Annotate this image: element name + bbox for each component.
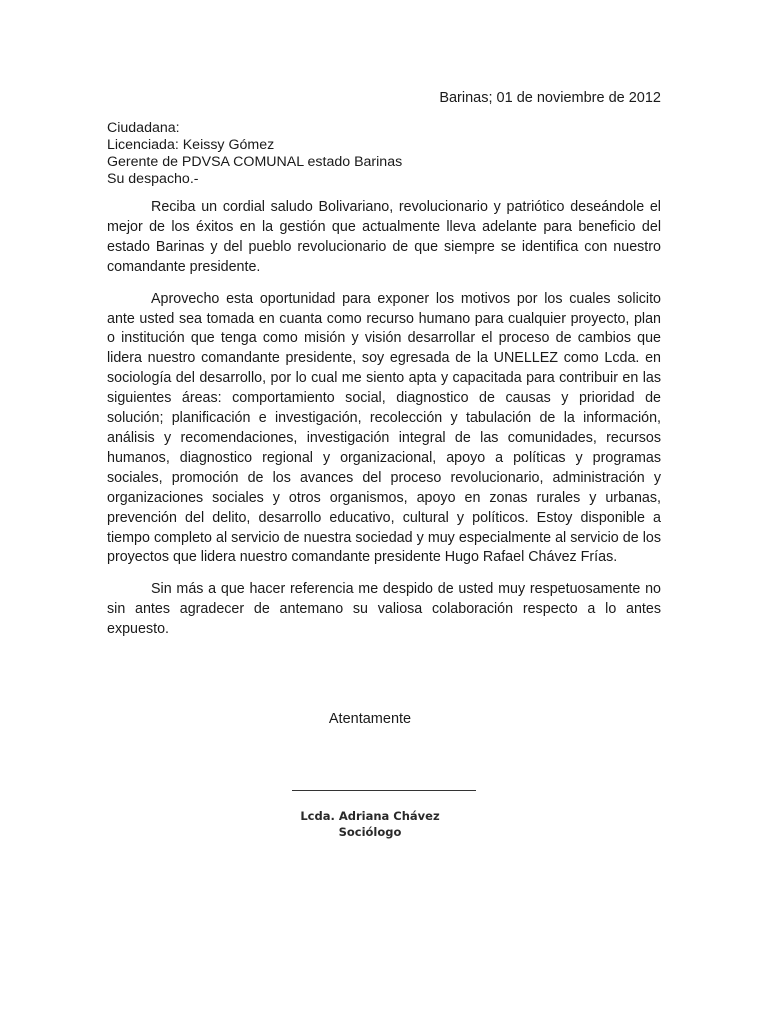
recipient-position: Gerente de PDVSA COMUNAL estado Barinas xyxy=(107,154,403,170)
signature-title: Sociólogo xyxy=(338,825,402,839)
recipient-block xyxy=(107,120,661,188)
letter-date: Barinas; 01 de noviembre de 2012 xyxy=(439,90,661,106)
signature-block xyxy=(0,808,740,840)
recipient-office: Su despacho.- xyxy=(107,171,199,187)
recipient-salutation: Ciudadana: xyxy=(107,120,180,136)
body-paragraph-farewell: Sin más a que hacer referencia me despido de usted muy respetuosamente no sin antes agradecer de antemano su valiosa colaboración respecto a lo antes expuesto. xyxy=(107,581,661,638)
body-paragraph-greeting: Reciba un cordial saludo Bolivariano, revolucionario y patriótico deseándole el mejor de los éxitos en la gestión que actualmente lleva adelante para beneficio del estado Barinas y del pueblo revolucionario de que siempre se identifica con nuestro comandante presidente. xyxy=(107,199,661,275)
body-paragraph-request: Aprovecho esta oportunidad para exponer los motivos por los cuales solicito ante usted sea tomada en cuanta como recurso humano para cualquier proyecto, plan o institución que tenga como misión y visión desarrollar el proceso de cambios que lidera nuestro comandante presidente, soy egresada de la UNELLEZ como Lcda. en sociología del desarrollo, por lo cual me siento apta y capacitada para contribuir en las siguientes áreas: comportamiento social, diagnostico de causas y prioridad de solución; planificación e investigación, recolección y tabulación de la información, análisis y recomendaciones, investigación integral de las comunidades, recursos humanos, diagnostico regional y organizacional, apoyo a políticas y programas sociales, promoción de los avances del proceso revolucionario, administración y organizaciones sociales y otros organismos, apoyo en zonas rurales y urbanas, prevención del delito, desarrollo educativo, cultural y políticos. Estoy disponible a tiempo completo al servicio de nuestra sociedad y muy especialmente al servicio de los proyectos que lidera nuestro comandante presidente Hugo Rafael Chávez Frías. xyxy=(107,290,661,566)
recipient-name: Licenciada: Keissy Gómez xyxy=(107,137,275,153)
closing-text: Atentamente xyxy=(328,711,412,727)
signature-line xyxy=(292,790,476,791)
signature-name: Lcda. Adriana Chávez xyxy=(300,809,440,823)
letter-body xyxy=(107,198,661,652)
